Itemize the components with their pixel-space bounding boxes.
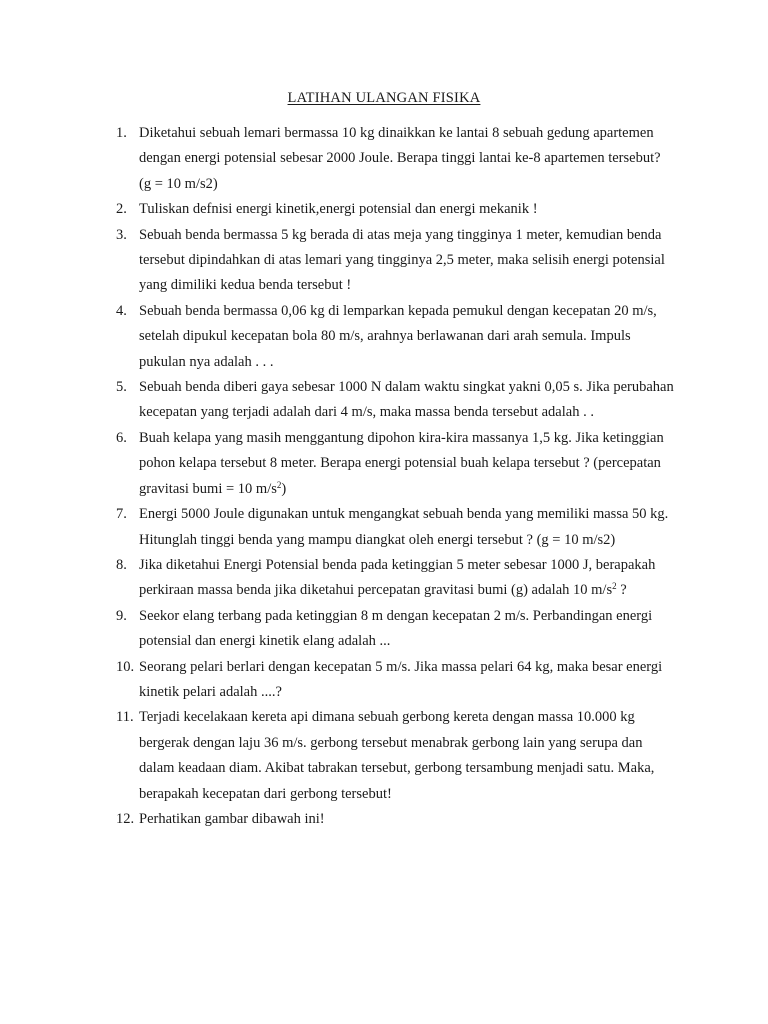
- question-text: [139, 557, 655, 598]
- question-list: [0, 121, 768, 832]
- question-text: [139, 125, 661, 192]
- question-text: [139, 430, 664, 497]
- question-text: [139, 659, 662, 700]
- question-text-part: Seorang pelari berlari dengan kecepatan 5 m/s. Jika massa pelari 64 kg, maka besar energi kinetik pelari adalah ....?: [139, 658, 663, 700]
- question-text-part: Jika diketahui Energi Potensial benda pada ketinggian 5 meter sebesar 1000 J, berapakah perkiraan massa benda jika diketahui percepatan gravitasi bumi (g) adalah 10 m/s: [139, 556, 656, 599]
- question-text-part: ): [281, 480, 287, 497]
- question-item: [0, 426, 768, 502]
- question-item: [0, 553, 768, 604]
- page-title: LATIHAN ULANGAN FISIKA: [287, 90, 481, 106]
- question-item: [0, 604, 768, 655]
- question-text-part: Seekor elang terbang pada ketinggian 8 m dengan kecepatan 2 m/s. Perbandingan energi potensial dan energi kinetik elang adalah ...: [139, 607, 653, 650]
- superscript-exponent: 2: [612, 581, 617, 592]
- question-text-part: Tuliskan defnisi energi kinetik,energi potensial dan energi mekanik !: [139, 201, 538, 218]
- question-text-part: Sebuah benda bermassa 0,06 kg di lemparkan kepada pemukul dengan kecepatan 20 m/s, setelah dipukul kecepatan bola 80 m/s, arahnya berlawanan dari arah semula. Impuls pukulan nya adalah . . .: [139, 302, 657, 370]
- question-text: [139, 201, 538, 217]
- question-number: 4.: [116, 302, 127, 319]
- question-text: [139, 379, 674, 420]
- question-text: [139, 608, 652, 649]
- question-text-part: ?: [616, 582, 627, 599]
- question-text: [139, 506, 668, 547]
- question-number: 8.: [116, 556, 127, 573]
- question-text-part: Sebuah benda diberi gaya sebesar 1000 N dalam waktu singkat yakni 0,05 s. Jika perubahan kecepatan yang terjadi adalah dari 4 m/s, maka massa benda tersebut adalah . .: [139, 379, 674, 421]
- question-item: [0, 121, 768, 197]
- question-item: [0, 299, 768, 375]
- question-item: [0, 223, 768, 299]
- question-text: [139, 709, 654, 801]
- superscript-exponent: 2: [276, 479, 282, 490]
- question-number: 5.: [116, 379, 127, 396]
- question-text-part: Perhatikan gambar dibawah ini!: [139, 810, 325, 827]
- question-number: 9.: [116, 607, 127, 624]
- question-item: [0, 375, 768, 426]
- question-item: [0, 807, 768, 832]
- question-number: 3.: [116, 226, 127, 243]
- question-item: [0, 655, 768, 706]
- question-number: 12.: [116, 810, 135, 827]
- question-number: 7.: [116, 506, 127, 523]
- question-number: 11.: [116, 709, 134, 726]
- question-text-part: Sebuah benda bermassa 5 kg berada di atas meja yang tingginya 1 meter, kemudian benda tersebut dipindahkan di atas lemari yang tingginya 2,5 meter, maka selisih energi potensial yang dimiliki kedua benda tersebut !: [139, 226, 665, 294]
- question-number: 6.: [116, 429, 127, 446]
- question-text-part: Diketahui sebuah lemari bermassa 10 kg dinaikkan ke lantai 8 sebuah gedung apartemen dengan energi potensial sebesar 2000 Joule. Berapa tinggi lantai ke-8 apartemen tersebut? (g = 10 m/s2): [139, 125, 661, 192]
- question-number: 10.: [116, 658, 135, 675]
- question-text: [139, 303, 657, 370]
- question-text-part: Buah kelapa yang masih menggantung dipohon kira-kira massanya 1,5 kg. Jika ketinggian pohon kelapa tersebut 8 meter. Berapa energi potensial buah kelapa tersebut ? (percepatan gravitasi bumi = 10 m/s: [139, 429, 664, 497]
- question-item: [0, 502, 768, 553]
- question-text-part: Terjadi kecelakaan kereta api dimana sebuah gerbong kereta dengan massa 10.000 kg bergerak dengan laju 36 m/s. gerbong tersebut menabrak gerbong lain yang serupa dan dalam keadaan diam. Akibat tabrakan tersebut, gerbong tersambung menjadi satu. Maka, berapakah kecepatan dari gerbong tersebut!: [139, 709, 655, 802]
- question-text-part: Energi 5000 Joule digunakan untuk mengangkat sebuah benda yang memiliki massa 50 kg. Hitunglah tinggi benda yang mampu diangkat oleh energi tersebut ? (g = 10 m/s2): [139, 506, 669, 548]
- question-number: 1.: [116, 125, 127, 141]
- question-item: [0, 705, 768, 807]
- question-text: [139, 227, 665, 294]
- question-text: [139, 811, 325, 827]
- question-item: [0, 197, 768, 222]
- question-number: 2.: [116, 201, 127, 218]
